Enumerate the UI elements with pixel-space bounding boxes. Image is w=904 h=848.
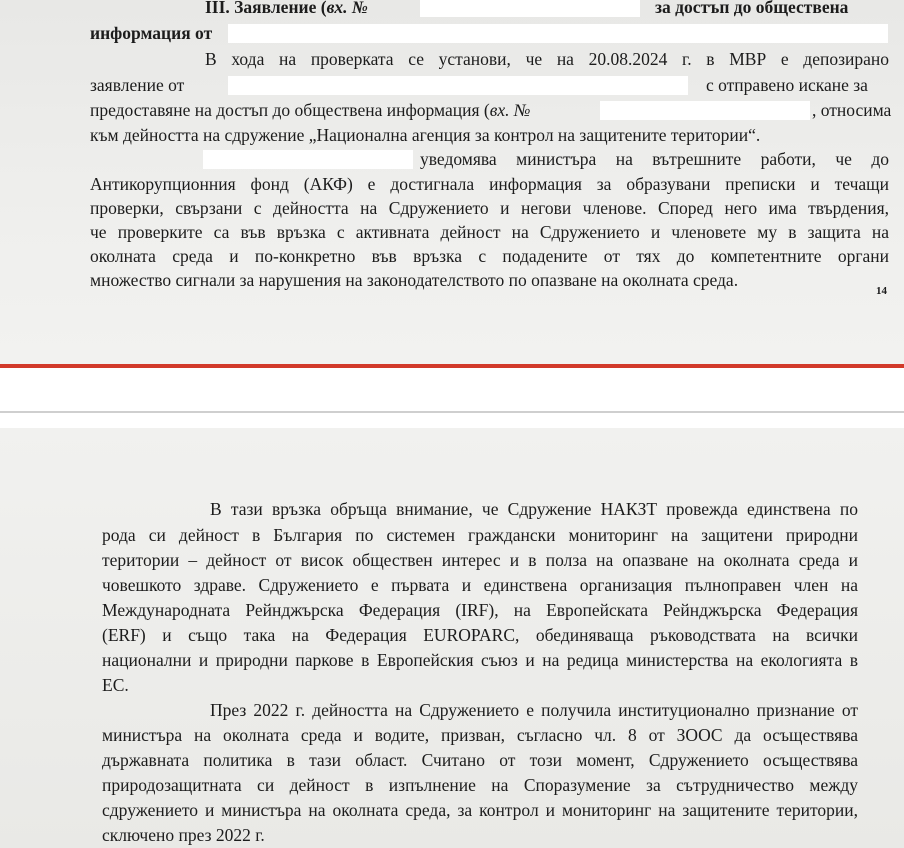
paragraph-line: ЕС.	[102, 675, 129, 695]
paragraph-line-end: , относима	[812, 100, 892, 120]
paragraph-line: В хода на проверката се установи, че на 20.08.2024 г. в МВР е депозирано	[205, 49, 889, 69]
page-number: 14	[876, 285, 887, 297]
paragraph-line: човешкото здраве. Сдружението е първата и единствена организация пълноправен член на	[102, 575, 858, 595]
paragraph-line: държавната политика в тази област. Считано от този момент, Сдружението осъществява	[102, 750, 858, 770]
section-heading	[205, 0, 368, 18]
paragraph-line: уведомява министъра на вътрешните работи, че до	[420, 149, 889, 169]
redacted-field	[228, 76, 688, 95]
paragraph-line: че проверките са във връзка с активната дейност на Сдружението и членовете му в защита на	[90, 222, 889, 242]
paragraph-line: сключено през 2022 г.	[102, 825, 265, 845]
heading-line-2: информация от	[90, 23, 213, 43]
paragraph-line: сдружението и министъра на околната среда, за контрол и мониторинг на защитените територии,	[102, 800, 858, 820]
heading-text-start: III. Заявление (	[205, 0, 327, 17]
paragraph-line: Антикорупционния фонд (АКФ) е достигнала информация за образувани преписки и течащи	[90, 174, 889, 194]
paragraph-line: към дейността на сдружение „Национална агенция за контрол на защитените територии“.	[90, 125, 761, 145]
page-gap	[0, 368, 904, 428]
paragraph-line-start	[90, 99, 530, 121]
document-page-top	[0, 0, 904, 368]
paragraph-line: околната среда и по-конкретно във връзка с подадените от тях до компетентните органи	[90, 246, 889, 266]
paragraph-line: природозащитната си дейност в изпълнение на Споразумение за сътрудничество между	[102, 775, 858, 795]
ref-label: вх. №	[489, 100, 531, 120]
redacted-field	[420, 0, 640, 17]
paragraph-line: През 2022 г. дейността на Сдружението е получила институционално признание от	[210, 700, 858, 720]
paragraph-line: министъра на околната среда и водите, призван, съгласно чл. 8 от ЗООС да осъществява	[102, 725, 858, 745]
document-page-bottom	[0, 428, 904, 848]
redacted-field	[600, 101, 810, 120]
paragraph-line: Международната Рейнджърска Федерация (IRF), на Европейската Рейнджърска Федерация	[102, 600, 858, 620]
redacted-field	[228, 24, 888, 43]
paragraph-line: В тази връзка обръща внимание, че Сдружение НАКЗТ провежда единствена по	[210, 499, 858, 519]
redacted-field	[203, 150, 413, 169]
paragraph-line: национални и природни паркове в Европейския съюз и на редица министерства на екологията в	[102, 650, 858, 670]
paragraph-line: рода си дейност в България по системен граждански мониторинг на защитени природни	[102, 525, 858, 545]
heading-ref: вх. №	[326, 0, 368, 17]
paragraph-line: територии – дейност от висок обществен интерес и в полза на опазване на околната среда и	[102, 550, 858, 570]
paragraph-line-start: заявление от	[90, 75, 185, 95]
paragraph-line: (ERF) и също така на Федерация EUROPARC, обединяваща ръководствата на всички	[102, 625, 858, 645]
heading-text-end: за достъп до обществена	[655, 0, 849, 17]
paragraph-line-end: с отправено искане за	[706, 75, 868, 95]
paragraph-line: проверки, свързани с дейността на Сдружението и негови членове. Според него има твърдения,	[90, 198, 889, 218]
text-segment: предоставяне на достъп до обществена информация (	[90, 100, 490, 120]
paragraph-line: множество сигнали за нарушения на законодателството по опазване на околната среда.	[90, 270, 739, 290]
page-separator	[0, 411, 904, 413]
